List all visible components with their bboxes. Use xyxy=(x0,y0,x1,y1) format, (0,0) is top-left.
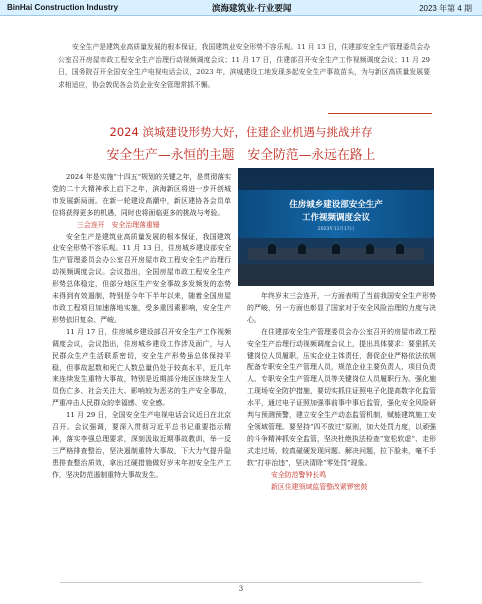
right-column xyxy=(247,291,436,493)
attendee-silhouette xyxy=(366,244,374,254)
intro-paragraph: 安全生产是建筑业高质量发展的根本保证，我国建筑业安全形势不容乐观。11 月 13 日，住建部安全生产管理委员会办公室召开房屋市政工程安全生产治理行动视频调度会议；11 月 17 日，住建部召开安全生产工作视频调度会议；11 月 29 日，国务院召开全国安全生产电视电话会议，2023 年，滨城建设工地发现多起安全生产事故苗头，为与新区高质量发展要求相适应，协会敦促各会员企业安全管理常抓不懈。 xyxy=(58,43,430,89)
left-paragraph-2: 安全生产是建筑业高质量发展的根本保证，我国建筑业安全形势不容乐观。11 月 13 日，住房城乡建设部安全生产管理委员会办公室召开房屋市政工程安全生产治理行动视频调度会议。会议指出，全国房屋市政工程安全生产形势总体稳定，但部分地区生产安全事故多发频发的态势未得到有效遏制，特别是今年下半年以来，随着全国房屋市政工程项目加速落地实施，受多重因素影响，安全生产形势依旧复杂、严峻。 xyxy=(52,232,231,324)
right-paragraph-1: 年终岁末三会连开，一方面表明了当前我国安全生产形势的严峻，另一方面也彰显了国家对于安全风险治理的力度与决心。 xyxy=(247,292,436,324)
page-header xyxy=(0,0,482,16)
left-paragraph-3: 11 月 17 日，住房城乡建设部召开安全生产工作视频调度会议，会议指出，住房城乡建设工作涉及面广，与人民群众生产生活联系密切，安全生产形势虽总体保持平稳，但事故起数和死亡人数总量仍处于较高水平，近几年来连续发生重特大事故，特别是近期部分地区连续发生人员伤亡多、社会关注大、影响较为恶劣的生产安全事故，严重冲击人民群众的幸福感、安全感。 xyxy=(52,327,231,408)
right-paragraph-2: 在住建部安全生产管理委员会办公室召开的房屋市政工程安全生产治理行动视频调度会议上，提出具体要求：要狠抓关键岗位人员履职，压实企业主体责任，督促企业严格依法依规配备专职安全生产管理人员，规范企业主要负责人、项目负责人、专职安全生产管理人员等关键岗位人员履职行为。强化施工现场安全防护措施，要切实抓住证照电子化提高数字化监管水平，通过电子证照加强事前事中事后监管，强化安全风险研判与预测预警，建立安全生产动态监管机制，赋能建筑施工安全领域管理。要坚持“四不放过”原则，加大处罚力度，以顽强的斗争精神抓安全监管，坚决杜绝执法检查“宽松软虚”、走形式走过场，较真碰硬发现问题、解决问题，拉下脸来，毫不手软“打非治违”，坚决清除“零处罚”现象。 xyxy=(247,327,436,467)
header-section-title: 滨海建筑业·行业要闻 xyxy=(212,3,292,13)
page-number: 3 xyxy=(238,585,244,593)
article-subtitle: 安全生产—永恒的主题 安全防范—永远在路上 xyxy=(106,148,376,163)
meeting-screen-date: 2023年11月17日 xyxy=(317,227,355,232)
meeting-photo xyxy=(238,168,434,286)
slogan-line-1: 安全防范警钟长鸣 xyxy=(271,470,327,479)
left-paragraph-1: 2024 年是实施“十四五”规划的关键之年，是贯彻落实党的二十大精神承上启下之年，滨海新区将进一步开创城市发展新局面。在新一轮建设高潮中，新区建协各会员单位将获得更多的机遇，同时也将面临更多的挑战与考验。 xyxy=(52,173,231,217)
article-title: 2024 滨城建设形势大好，住建企业机遇与挑战并存 xyxy=(109,125,373,139)
header-publication-name: BinHai Construction Industry xyxy=(7,3,119,12)
meeting-screen-title-line1: 住房城乡建设部安全生产 xyxy=(289,200,383,210)
meeting-screen-title-line2: 工作视频调度会议 xyxy=(301,213,370,223)
meeting-foreground xyxy=(238,264,434,286)
slogan-line-2: 新区住建领域监管整改紧锣密鼓 xyxy=(271,482,368,491)
attendee-silhouette xyxy=(332,244,340,254)
section-subheading: 三会连开 安全治理落重锤 xyxy=(77,220,160,229)
left-paragraph-4: 11 月 29 日，全国安全生产电视电话会议近日在北京召开。会议强调，要深入贯彻习近平总书记重要指示精神，落实李强总理要求，深刻汲取近期事故教训，举一反三严格排查整治，坚决遏制重特大事故，下大力气提升隐患排查整治质效，拿出过硬措施做好岁末年初安全生产工作，坚决防范遏制重特大事故发生。 xyxy=(52,411,231,479)
attendee-silhouette xyxy=(268,244,276,254)
attendee-silhouette xyxy=(298,244,306,254)
header-issue-number: 2023 年第 4 期 xyxy=(419,4,472,13)
footer-divider xyxy=(60,582,422,583)
intro-divider xyxy=(328,113,432,114)
attendee-silhouette xyxy=(396,244,404,254)
left-column xyxy=(52,172,231,482)
